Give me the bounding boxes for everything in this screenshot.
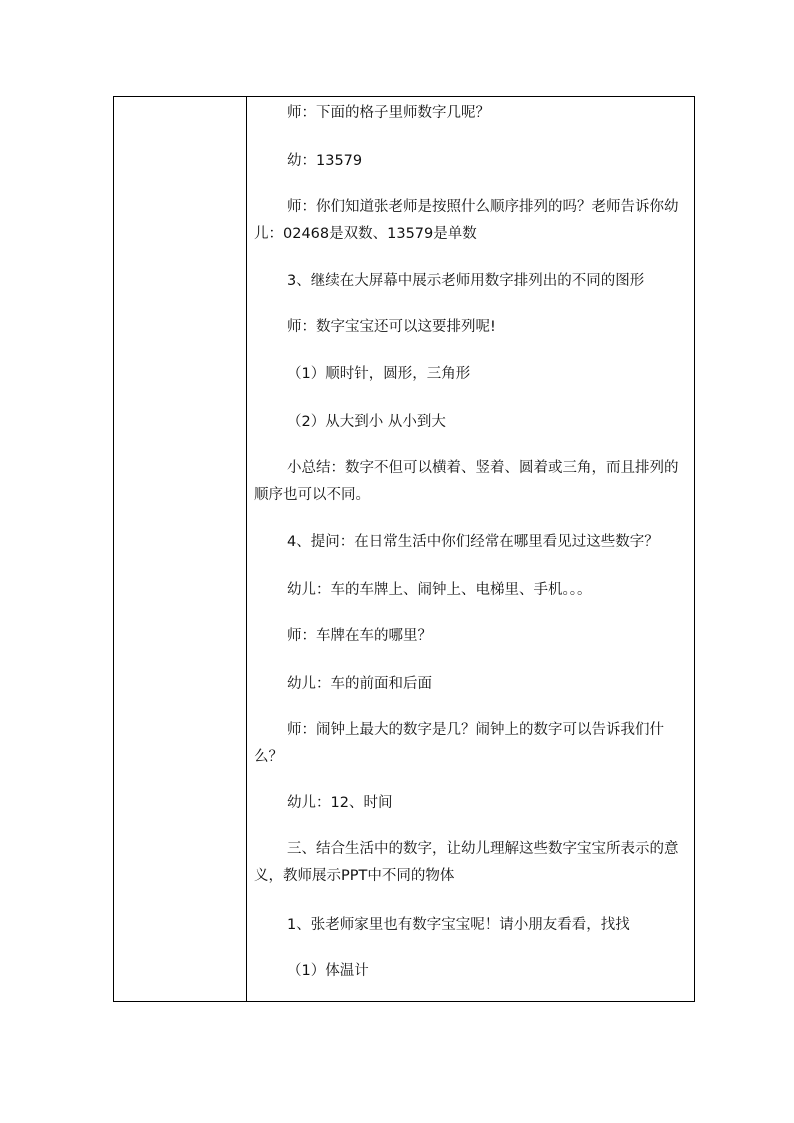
table-right-column [248, 97, 694, 1001]
paragraph-11: 师：车牌在车的哪里？ [287, 628, 432, 644]
paragraph-10: 幼儿：车的车牌上、闹钟上、电梯里、手机。。。 [287, 582, 592, 598]
content-table [113, 96, 695, 1002]
paragraph-7: （2）从大到小 从小到大 [287, 414, 446, 430]
paragraph-3: 师：你们知道张老师是按照什么顺序排列的吗？老师告诉你幼儿：02468是双数、13579是单数 [254, 199, 679, 242]
paragraph-8: 小总结：数字不但可以横着、竖着、圆着或三角，而且排列的顺序也可以不同。 [254, 460, 679, 503]
paragraph-4: 3、继续在大屏幕中展示老师用数字排列出的不同的图形 [287, 273, 645, 289]
paragraph-6: （1）顺时针，圆形，三角形 [287, 366, 471, 382]
paragraph-9: 4、提问：在日常生活中你们经常在哪里看见过这些数字？ [287, 534, 659, 550]
paragraph-16: 1、张老师家里也有数字宝宝呢！请小朋友看看，找找 [287, 917, 630, 933]
paragraph-12: 幼儿：车的前面和后面 [287, 676, 432, 692]
paragraph-13: 师：闹钟上最大的数字是几？闹钟上的数字可以告诉我们什么？ [254, 722, 664, 765]
paragraph-14: 幼儿：12、时间 [287, 795, 393, 811]
paragraph-15: 三、结合生活中的数字，让幼儿理解这些数字宝宝所表示的意义，教师展示PPT中不同的物体 [254, 841, 679, 884]
paragraph-2: 幼：13579 [287, 153, 363, 169]
paragraph-17: （1）体温计 [287, 963, 369, 979]
table-left-column [114, 97, 247, 1001]
paragraph-5: 师：数字宝宝还可以这要排列呢! [287, 319, 496, 335]
paragraph-1: 师：下面的格子里师数字几呢？ [287, 105, 490, 121]
